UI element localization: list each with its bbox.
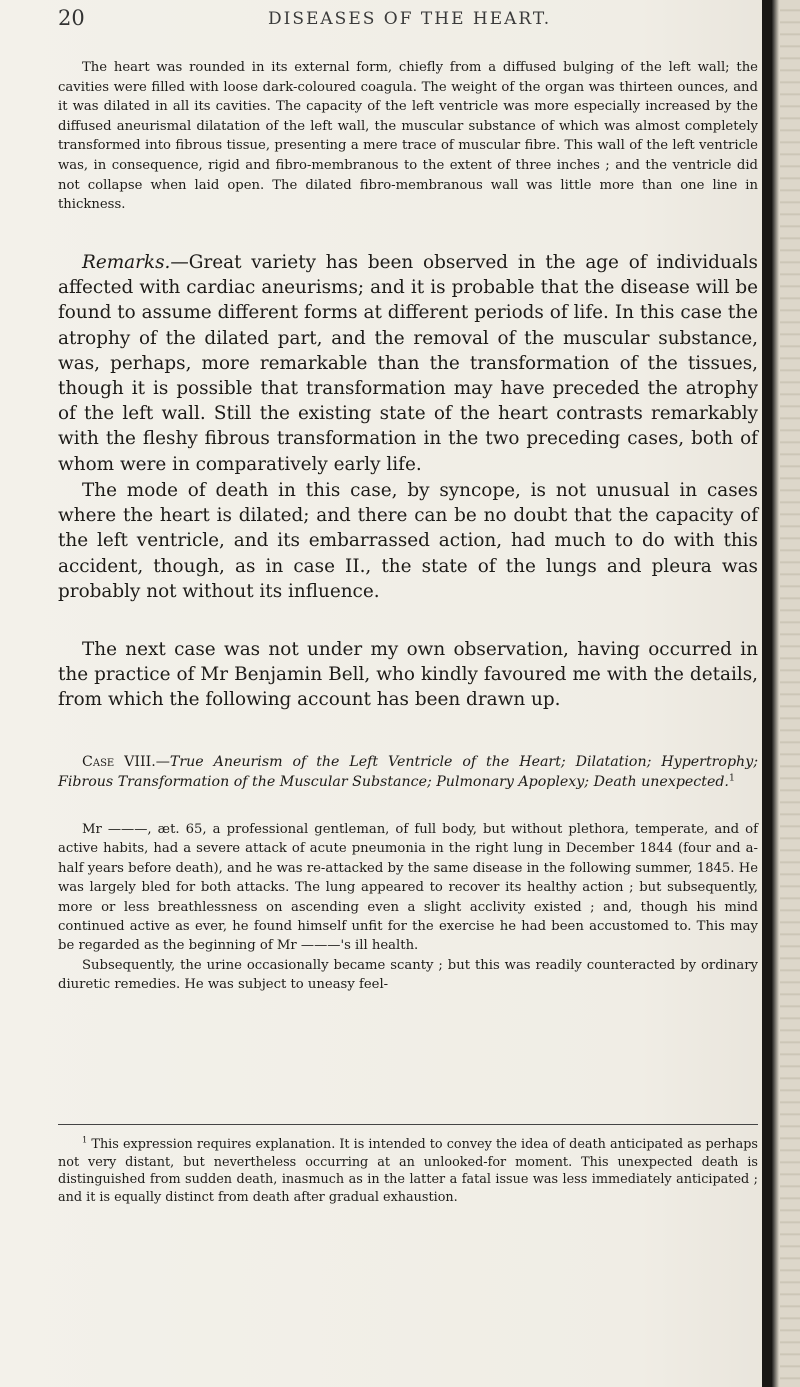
case-label: Case VIII. xyxy=(82,754,156,770)
case-dash: — xyxy=(155,754,170,770)
facing-page-sliver xyxy=(780,0,800,1387)
footnote-reference: 1 xyxy=(728,772,735,784)
case-body xyxy=(58,820,758,995)
running-head: DISEASES OF THE HEART. xyxy=(268,9,552,29)
case-body-paragraph-2: Subsequently, the urine occasionally became scanty ; but this was readily counteracted by ordinary diuretic remedies. He was subject to uneasy feel- xyxy=(58,957,758,993)
remarks-text: —Great variety has been observed in the age of individuals affected with cardiac aneurisms; and it is probable that the disease will be found to assume different forms at different periods of life. In this case the atrophy of the dilated part, and the removal of the muscular substance, was, perhaps, more remarkable than the transformation of the tissues, though it is possible that transformation may have preceded the atrophy of the left wall. Still the existing state of the heart contrasts remarkably with the fleshy fibrous transformation in the two preceding cases, both of whom were in comparatively early life. xyxy=(58,252,758,475)
next-case-text: The next case was not under my own observation, having occurred in the practice of Mr Benjamin Bell, who kindly favoured me with the details, from which the following account has been drawn up. xyxy=(58,639,758,711)
footnote xyxy=(58,1136,758,1206)
page-header xyxy=(58,6,758,36)
autopsy-paragraph xyxy=(58,58,758,215)
syncope-text: The mode of death in this case, by syncope, is not unusual in cases where the heart is dilated; and there can be no doubt that the capacity of the left ventricle, and its embarrassed action, had much to do with this accident, though, as in case II., the state of the lungs and pleura was probably not without its influence. xyxy=(58,480,758,602)
case-heading xyxy=(58,752,758,792)
binding-shadow xyxy=(762,0,772,1387)
remarks-paragraph xyxy=(58,250,758,477)
page-number: 20 xyxy=(58,6,85,30)
footnote-divider xyxy=(58,1124,758,1125)
case-title: True Aneurism of the Left Ventricle of the Heart; Dilatation; Hypertrophy; Fibrous Transformation of the Muscular Substance; Pulmonary Apoplexy; Death unexpected. xyxy=(58,754,758,790)
footnote-text: This expression requires explanation. It is intended to convey the idea of death anticipated as perhaps not very distant, but nevertheless occurring at an unlooked-for moment. This unexpected death is distinguished from sudden death, inasmuch as in the latter a fatal issue was less immediately anticipated ; and it is equally distinct from death after gradual exhaustion. xyxy=(58,1137,758,1205)
autopsy-text: The heart was rounded in its external form, chiefly from a diffused bulging of the left wall; the cavities were filled with loose dark-coloured coagula. The weight of the organ was thirteen ounces, and it was dilated in all its cavities. The capacity of the left ventricle was more especially increased by the diffused aneurismal dilatation of the left wall, the muscular substance of which was almost completely transformed into fibrous tissue, presenting a mere trace of muscular fibre. This wall of the left ventricle was, in consequence, rigid and fibro-membranous to the extent of three inches ; and the ventricle did not collapse when laid open. The dilated fibro-membranous wall was little more than one line in thickness. xyxy=(58,60,758,213)
remarks-lead: Remarks. xyxy=(82,252,171,273)
book-binding-edge xyxy=(762,0,800,1387)
case-body-paragraph-1: Mr ———, æt. 65, a professional gentleman, of full body, but without plethora, temperate, and of active habits, had a severe attack of acute pneumonia in the right lung in December 1844 (four and a-half years before death), and he was re-attacked by the same disease in the following summer, 1845. He was largely bled for both attacks. The lung appeared to recover its healthy action ; but subsequently, more or less breathlessness on ascending even a slight acclivity existed ; and, though his mind continued active as ever, he found himself unfit for the exercise he had been accustomed to. This may be regarded as the beginning of Mr ———'s ill health. xyxy=(58,822,758,954)
footnote-mark: 1 xyxy=(82,1134,88,1145)
syncope-paragraph xyxy=(58,478,758,604)
next-case-paragraph xyxy=(58,637,758,713)
